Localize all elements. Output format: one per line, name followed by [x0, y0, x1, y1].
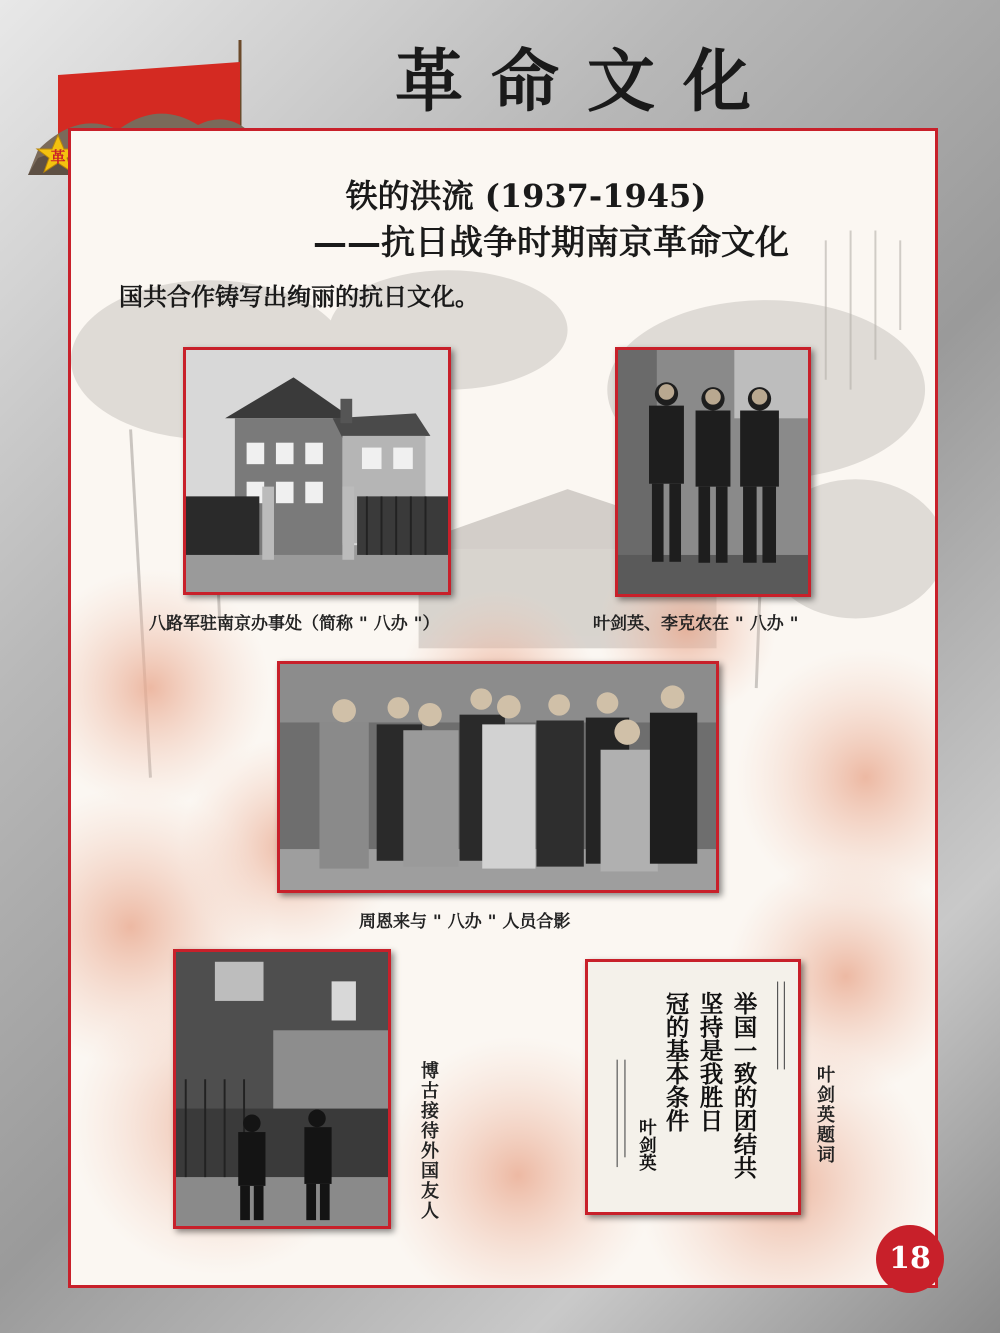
calligraphy-signature: 叶剑英 — [636, 1118, 657, 1171]
calligraphy-line: 坚持是我胜日 — [695, 991, 724, 1132]
caption-bogu-foreign-friends: 博古接待外国友人 — [418, 1061, 439, 1221]
photo-office-building — [183, 347, 451, 595]
caption-office-building: 八路军驻南京办事处（简称 " 八办 "） — [149, 614, 440, 634]
page-number: 18 — [876, 1225, 944, 1293]
photo-ye-jianying-li-kenong — [615, 347, 811, 597]
caption-ye-jianying-inscription: 叶剑英题词 — [814, 1065, 835, 1165]
logo-char: 革 — [50, 148, 66, 166]
caption-zhou-enlai-group: 周恩来与 " 八办 " 人员合影 — [359, 912, 571, 932]
calligraphy-line: 举国一致的团结共 — [729, 991, 758, 1179]
article-intro: 国共合作铸写出绚丽的抗日文化。 — [119, 282, 479, 311]
content-panel — [68, 128, 938, 1288]
photo-ye-jianying-inscription — [585, 959, 801, 1215]
article-subtitle: ——抗日战争时期南京革命文化 — [313, 223, 789, 263]
caption-ye-jianying-li-kenong: 叶剑英、李克农在 " 八办 " — [593, 614, 799, 634]
article-title: 铁的洪流 (1937-1945) — [345, 177, 707, 215]
page-header-title: 革命文化 — [395, 42, 780, 122]
calligraphy-line: 冠的基本条件 — [661, 991, 690, 1132]
photo-zhou-enlai-group — [277, 661, 719, 893]
photo-bogu-foreign-friends — [173, 949, 391, 1229]
